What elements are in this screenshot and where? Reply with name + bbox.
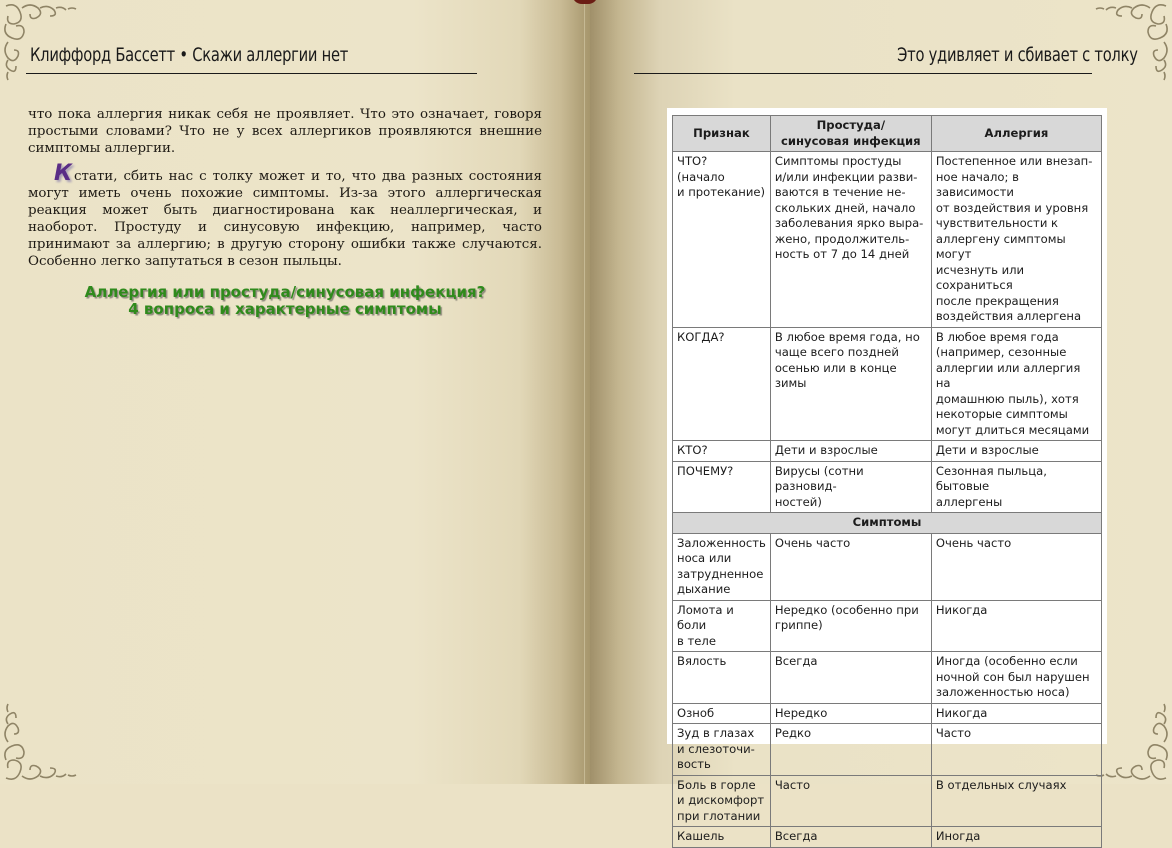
table-cell: КТО? [673, 441, 771, 462]
table-cell: Очень часто [931, 533, 1101, 600]
table-row [673, 652, 1102, 704]
paragraph [28, 161, 542, 270]
table-row [673, 600, 1102, 652]
table-cell: В отдельных случаях [931, 775, 1101, 827]
header-rule-left [26, 73, 477, 74]
table-header-row [673, 116, 1102, 152]
table-row [673, 827, 1102, 848]
table-cell: Дети и взрослые [770, 441, 931, 462]
table-row [673, 703, 1102, 724]
table-cell: Иногда [931, 827, 1101, 848]
drop-cap: К [54, 161, 72, 186]
table-row [673, 441, 1102, 462]
table-cell: Никогда [931, 703, 1101, 724]
table-cell: В любое время года (например, сезонные аллергии или аллергия на домашнюю пыль), хотя некоторые симптомы могут длиться месяцами [931, 327, 1101, 441]
corner-ornament-icon [0, 694, 90, 784]
section-heading [28, 284, 542, 318]
table-cell: Заложенность носа или затрудненное дыхание [673, 533, 771, 600]
table-cell: Нередко [770, 703, 931, 724]
heading-line: Аллергия или простуда/синусовая инфекция? [84, 283, 486, 301]
table-cell: Постепенное или внезап- ное начало; в зависимости от воздействия и уровня чувствительности к аллергену симптомы могут исчезнуть или сохраниться после прекращения воздействия аллергена [931, 152, 1101, 328]
table-cell: ЧТО? (начало и протекание) [673, 152, 771, 328]
running-head-left: Клиффорд Бассетт • Скажи аллергии нет [30, 44, 349, 66]
table-cell: ПОЧЕМУ? [673, 461, 771, 513]
paragraph: что пока аллергия никак себя не проявляет. Что это означает, говоря простыми словами? Что не у всех аллергиков проявляются внешние симптомы аллергии. [28, 107, 542, 156]
column-header: Признак [673, 116, 771, 152]
table-cell: Всегда [770, 827, 931, 848]
table-cell: Зуд в глазах и слезоточи- вость [673, 724, 771, 776]
table-cell: Вирусы (сотни разновид- ностей) [770, 461, 931, 513]
column-header: Простуда/ синусовая инфекция [770, 116, 931, 152]
table-row [673, 724, 1102, 776]
comparison-table-card [667, 108, 1107, 843]
column-header: Аллергия [931, 116, 1101, 152]
section-label: Симптомы [673, 513, 1102, 534]
comparison-table [672, 115, 1102, 848]
table-row [673, 152, 1102, 328]
table-cell: Всегда [770, 652, 931, 704]
table-cell: Дети и взрослые [931, 441, 1101, 462]
table-cell: Симптомы простуды и/или инфекции разви- ваются в течение не- скольких дней, начало заболевания ярко выра- жено, продолжитель- ность от 7 до 14 дней [770, 152, 931, 328]
book-spine [584, 0, 585, 784]
table-row [673, 461, 1102, 513]
running-head-right: Это удивляет и сбивает с толку [897, 44, 1138, 66]
table-row [673, 533, 1102, 600]
heading-line: 4 вопроса и характерные симптомы [128, 300, 442, 318]
table-cell: Ломота и боли в теле [673, 600, 771, 652]
header-rule-right [634, 73, 1092, 74]
table-cell: Очень часто [770, 533, 931, 600]
table-cell: Кашель [673, 827, 771, 848]
table-row [673, 327, 1102, 441]
table-cell: Боль в горле и дискомфорт при глотании [673, 775, 771, 827]
table-cell: КОГДА? [673, 327, 771, 441]
table-cell: Нередко (особенно при гриппе) [770, 600, 931, 652]
table-cell: В любое время года, но чаще всего поздней осенью или в конце зимы [770, 327, 931, 441]
table-row [673, 775, 1102, 827]
table-cell: Редко [770, 724, 931, 776]
table-cell: Вялость [673, 652, 771, 704]
table-cell: Сезонная пыльца, бытовые аллергены [931, 461, 1101, 513]
table-cell: Часто [770, 775, 931, 827]
table-cell: Иногда (особенно если ночной сон был нарушен заложенностью носа) [931, 652, 1101, 704]
paragraph-text: стати, сбить нас с толку может и то, что два разных состояния могут иметь очень похожие симптомы. Из-за этого аллергическая реакция может быть диагностирована как неаллергическая, и наоборот. Простуду и синусовую инфекцию, например, часто принимают за аллергию; в другую сторону ошибки также случаются. Особенно легко запутаться в сезон пыльцы. [28, 169, 542, 269]
table-cell: Часто [931, 724, 1101, 776]
table-cell: Никогда [931, 600, 1101, 652]
body-text [28, 106, 542, 270]
table-section-row [673, 513, 1102, 534]
table-cell: Озноб [673, 703, 771, 724]
